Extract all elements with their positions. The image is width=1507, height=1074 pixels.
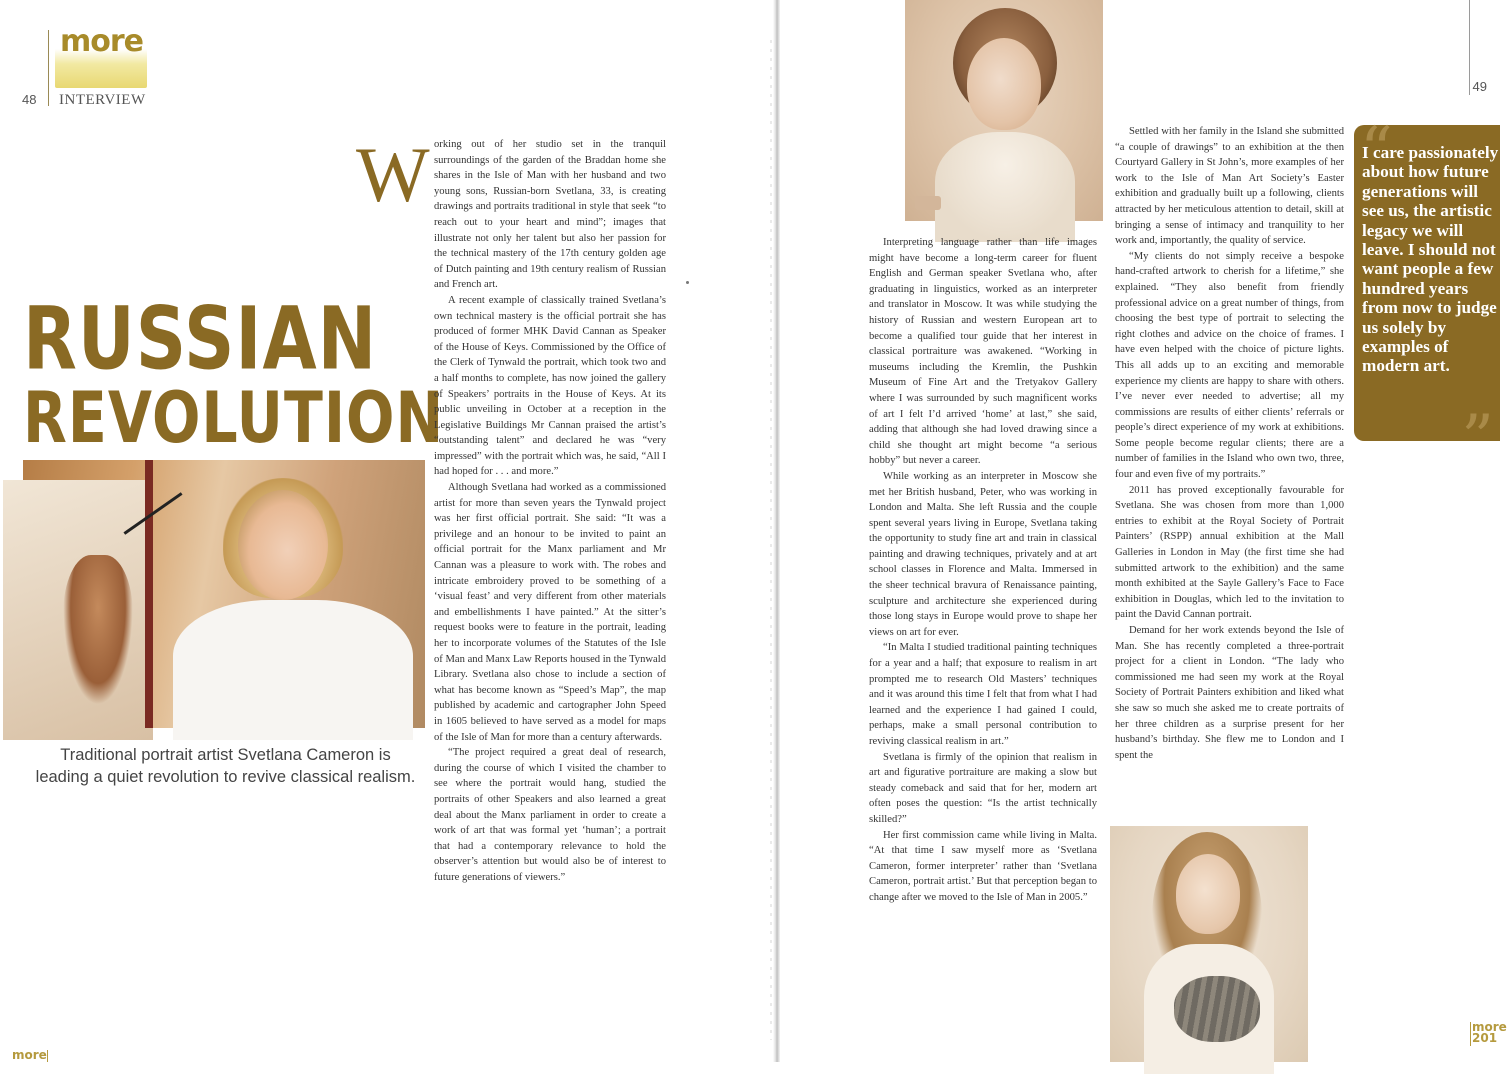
portrait-boy-drawing xyxy=(905,0,1103,221)
print-dot xyxy=(686,281,689,284)
artist-signature xyxy=(915,196,941,210)
paragraph: “My clients do not simply receive a bespoke hand-crafted artwork to cherish for a lifetime,” she explained. “They also benefit from friendly professional advice on a great number of things, from choosing the best type of portrait to selecting the right clothes and advice on the choice of frames. I have even helped with the choice of picture lights. This all adds up to an exciting and memorable experience my clients are happy to share with others. I’ve never ever needed to advertise; all my commissions are results of either clients’ referrals or people’s direct experience of my work at exhibitions. Some people become regular clients; there are a number of families in the Island who own two, three, four and even five of my portraits.” xyxy=(1115,250,1344,481)
magazine-logo xyxy=(55,24,147,88)
paragraph: Interpreting language rather than life images might have become a long-term career for fluent English and German speaker Svetlana who, after graduating in linguistics, worked as an interpreter and translator in Moscow. It was while studying the history of Russian and western European art to become a qualified tour guide that her interest in classical portraiture was awakened. “Working in museums including the Kremlin, the Pushkin Museum of Fine Art and the Tretyakov Gallery where I was surrounded by such magnificent works of art I felt I’d arrived ‘home’ at last,” she said, adding that although she had loved drawing since a child she thought art might become “a serious hobby” but never a career. xyxy=(869,237,1097,467)
paragraph: “In Malta I studied traditional painting techniques for a year and a half; that exposure to realism in art prompted me to research Old Masters’ techniques and it was around this time I felt that from what I had learned and the experience I had gained I could, perhaps, make a small personal contribution to reviving classical realism in art.” xyxy=(869,642,1097,747)
paragraph: Settled with her family in the Island she submitted “a couple of drawings” to an exhibition at the then Courtyard Gallery in St John’s, more examples of her work to the Isle of Man Art Society’s Easter exhibition and gradually built up a following, clients attracted by her meticulous attention to detail, skill at bringing a sense of intimacy and tranquility to her work and, importantly, the quality of service. xyxy=(1115,126,1344,247)
paragraph: Her first commission came while living in Malta. “At that time I saw myself more as ‘Svetlana Cameron, former interpreter’ rather than ‘Svetlana Cameron, portrait artist.’ But that perception began to change after we moved to the Isle of Man in 2005.” xyxy=(869,829,1097,903)
pull-quote xyxy=(1354,114,1500,476)
masthead-rule xyxy=(48,30,49,106)
paragraph: Demand for her work extends beyond the Isle of Man. She has recently completed a three-portrait project for a client in London. “The lady who commissioned me had seen my work at the Royal Society of Portrait Painters exhibition and liked what she saw so much she asked me to create portraits of her three children as a surprise present for her husband’s birthday. She flew me to London and I spent the xyxy=(1115,625,1344,761)
pull-quote-text: I care passionately about how future generations will see us, the artistic legacy we will leave. I should not want people a few hundred years from now to judge us solely by examples of modern art. xyxy=(1362,143,1499,376)
footer-rule-left xyxy=(47,1050,48,1062)
photo-caption: Traditional portrait artist Svetlana Cameron is leading a quiet revolution to revive classical realism. xyxy=(35,746,416,786)
artist-shirt xyxy=(173,600,413,740)
paragraph: orking out of her studio set in the tranquil surroundings of the garden of the Braddan home she shares in the Isle of Man with her husband and two young sons, Russian-born Svetlana, 33, is creating drawings and portraits traditional in style that seek “to reach out to your heart and mind”; images that illustrate not only her talent but also her passion for the technical mastery of the 17th century golden age of Dutch painting and 19th century realism of Russian and French art. xyxy=(434,139,666,291)
paragraph: While working as an interpreter in Moscow she met her British husband, Peter, who was working in London and Malta. She left Russia and the couple spent several years living in Europe, Svetlana taking the opportunity to study fine art and train in classical painting and drawing techniques, privately and at art school classes in Florence and Malta. Immersed in the sheer technical bravura of Renaissance painting, sculpture and architecture she experienced during those long stays in Europe would prove to shape her views on art for ever. xyxy=(869,470,1097,638)
headline xyxy=(23,288,445,460)
article-column-3 xyxy=(1115,124,1344,763)
boy-shirt xyxy=(935,132,1075,242)
article-column-2 xyxy=(869,235,1097,906)
logo-text: more xyxy=(60,24,144,59)
easel xyxy=(145,460,153,728)
artist-photo xyxy=(23,460,425,728)
artist-face xyxy=(238,490,328,600)
page-number-right: 49 xyxy=(1472,79,1487,94)
headline-line-1: RUSSIAN xyxy=(23,288,378,390)
paragraph: 2011 has proved exceptionally favourable for Svetlana. She was chosen from more than 1,000 entries to exhibit at the Royal Society of Portrait Painters’ (RSPP) annual exhibition at the Mall Galleries in London in May (the first time she had submitted artwork to the exhibition) and the same month exhibited at the Sayle Gallery’s Face to Face exhibition in Douglas, which led to the invitation to paint the David Cannan portrait. xyxy=(1115,484,1344,621)
drop-cap: W xyxy=(356,131,430,218)
section-label: INTERVIEW xyxy=(59,92,146,108)
open-quote-icon: “ xyxy=(1360,114,1393,188)
footer-logo-right: more 201 xyxy=(1472,1020,1507,1045)
header-rule-right xyxy=(1469,0,1470,95)
footer-rule-right xyxy=(1470,1022,1471,1046)
painted-figure xyxy=(63,555,133,705)
spread-gutter xyxy=(773,0,780,1062)
boy-face xyxy=(967,38,1041,130)
girl-face xyxy=(1176,854,1240,934)
portrait-girl-with-cat xyxy=(1110,826,1308,1062)
paragraph: A recent example of classically trained Svetlana’s own technical mastery is the official portrait she has produced of former MHK David Cannan as Speaker of the House of Keys. Commissioned by the Office of the Clerk of Tynwald the portrait, which took two and a half months to complete, has now joined the gallery of Speakers’ portraits in the House of Keys. At its public unveiling in October at a reception in the Legislative Buildings Mr Cannan praised the artist’s “outstanding talent” and declared he was “very impressed” with the portrait which was, he said, “All I had hoped for . . . and more.” xyxy=(434,294,666,478)
footer-logo-left: more xyxy=(12,1048,47,1062)
paragraph: Although Svetlana had worked as a commissioned artist for more than seven years the Tynwald project was her first official portrait. She said: “It was a privilege and an honour to be invited to paint an official portrait for the Manx parliament and Mr Cannan was a pleasure to work with. The robes and intricate embroidery proved to be something of a ‘visual feast’ and very different from other materials and embellishments I have painted.” At the sitter’s request books were to feature in the portrait, leading her to incorporate volumes of the Statutes of the Isle of Man and Manx Law Reports housed in the Tynwald Library. Svetlana also chose to include a section of what has become known as “Speed’s Map”, the map published by academic and cartographer John Speed in 1605 believed to have served as a model for maps of the Isle of Man for more than a century afterwards. xyxy=(434,482,666,743)
article-column-1 xyxy=(434,137,666,886)
paragraph: Svetlana is firmly of the opinion that realism in art and figurative portraiture are making a slow but steady comeback and said that for her, modern art often poses the question: “Is the artist technically skilled?” xyxy=(869,751,1097,825)
page-number-left: 48 xyxy=(22,92,37,107)
paragraph: “The project required a great deal of research, during the course of which I visited the chamber to see where the portrait would hang, studied the portraits of other Speakers and also learned a great deal about the Manx parliament in order to create a work of art that was formal yet ‘human’; a portrait that had a contemporary relevance to hold the observer’s attention but would also be of interest to future generations of viewers.” xyxy=(434,747,666,883)
gutter-shadow xyxy=(770,40,772,1040)
headline-line-2: REVOLUTION xyxy=(23,377,445,460)
close-quote-icon: ” xyxy=(1461,402,1494,476)
tabby-cat xyxy=(1174,976,1260,1042)
